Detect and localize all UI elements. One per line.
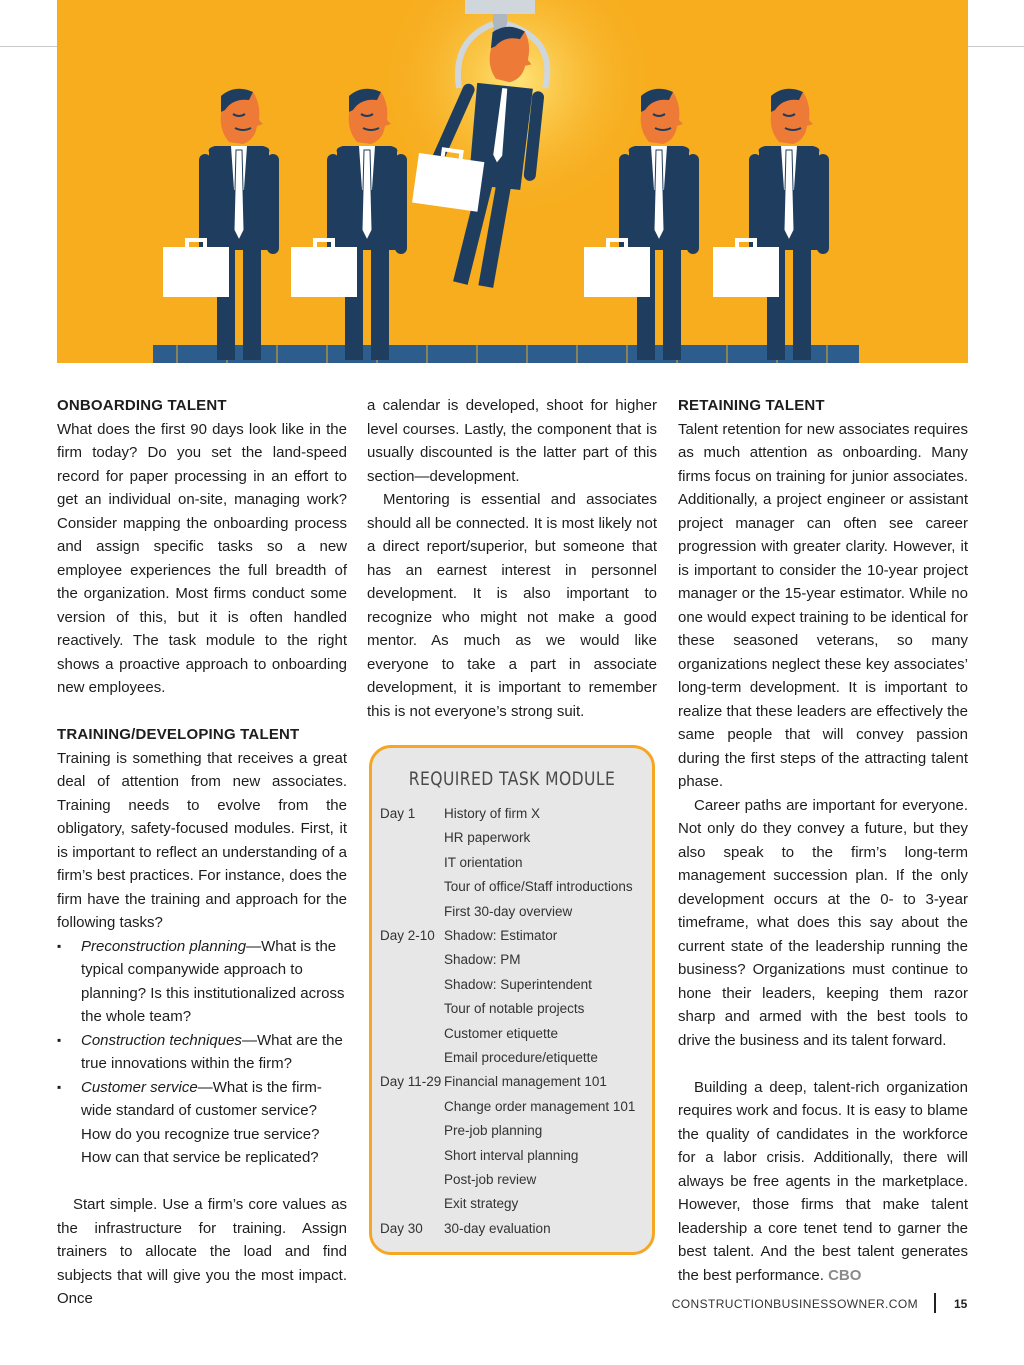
training-bullet-list [57,935,347,1170]
column-2 [367,394,657,723]
task-item: Exit strategy [444,1196,519,1212]
bullet-term: Preconstruction planning [81,937,247,955]
retaining-text: Talent retention for new associates requires as much attention as onboarding. Many firms focus on training for junior associates. Additionally, a project engineer or assistant project manager can often see career progression with greater clarity. However, it is important to consider the 10-year project manager or the 15-year estimator. While no one would expect training to be identical for these seasoned veterans, so many organizations neglect these key associates’ long-term development. It is important to realize that these leaders are effectively the same people that will convey passion during the first steps of the attracting talent phase. [678,420,968,790]
task-item: HR paperwork [444,830,531,846]
task-day: Day 1 [380,806,416,821]
task-item: Shadow: Superintendent [444,976,592,992]
retaining-heading: RETAINING TALENT [678,397,825,414]
column-3 [678,394,968,1287]
bullet-text: —What is the firm-wide standard of customer service? How do you recognize true service? How can that service be replicated? [81,1078,322,1166]
task-day: Day 30 [380,1220,423,1236]
task-item: Financial management 101 [444,1074,607,1090]
mentoring-text: Mentoring is essential and associates should all be connected. It is most likely not a direct report/superior, but someone that has an earnest interest in personnel development. It is also important to recognize who might not make a good mentor. As much as we would like everyone to take a part in associate development, it is important to remember this is not everyone’s strong suit. [367,491,657,720]
list-item [57,1029,347,1076]
bullet-text: —What are the true innovations within the firm? [81,1031,343,1072]
businessmen-claw-illustration [57,0,968,363]
development-text: a calendar is developed, shoot for higher level courses. Lastly, the component that is usually discounted is the latter part of this section—development. [367,397,657,485]
task-day: Day 2-10 [380,928,435,943]
required-task-module [369,745,655,1255]
training-closing: Start simple. Use a firm’s core values as the infrastructure for training. Assign trainers to allocate the load and find subjects that will give you the most impact. Once [57,1196,347,1307]
cbo-end-mark: CBO [828,1266,862,1284]
task-item: Email procedure/etiquette [444,1050,598,1065]
bullet-term: Customer service [81,1078,198,1096]
task-day: Day 11-29 [380,1074,442,1090]
bullet-text: —What is the typical companywide approach to planning? Is this institutionalized across the whole team? [81,937,345,1025]
task-item: Shadow: Estimator [444,928,558,943]
training-heading: TRAINING/DEVELOPING TALENT [57,726,300,743]
task-item: Pre-job planning [444,1123,543,1139]
task-item: IT orientation [444,854,523,870]
training-text: Training is something that receives a great deal of attention from new associates. Training needs to evolve from the obligatory, safety-focused modules. First, it is important to reflect an understanding of a firm’s best practices. For instance, does the firm have the training and approach for the following tasks? [57,749,347,931]
task-item: Change order management 101 [444,1098,636,1114]
task-item: 30-day evaluation [444,1220,551,1236]
column-1 [57,394,347,1311]
list-item [57,935,347,1029]
task-item: Tour of office/Staff introductions [444,879,633,895]
bullet-term: Construction techniques [81,1031,242,1049]
task-item: Post-job review [444,1172,537,1187]
task-item: Shadow: PM [444,952,521,968]
closing-body: Building a deep, talent-rich organization requires work and focus. It is easy to blame the quality of candidates in the workforce for a labor crisis. Additionally, there will always be free agents in the marketplace. However, those firms that make talent leadership a core tenet tend to garner the best talent. And the best talent generates the best performance. [678,1078,968,1284]
page-number: 15 [954,1297,968,1311]
top-rule-right [968,46,1024,47]
task-item: Tour of notable projects [444,1001,585,1017]
task-item: History of firm X [444,806,541,821]
closing-text [678,1076,968,1288]
task-item: First 30-day overview [444,903,573,919]
task-item: Short interval planning [444,1147,579,1163]
header-illustration [57,0,968,363]
list-item [57,1076,347,1170]
task-module-title: REQUIRED TASK MODULE [408,768,616,790]
onboarding-text: What does the first 90 days look like in the firm today? Do you set the land-speed record for paper processing in an effort to get an individual on-site, managing work? Consider mapping the onboarding process and assign specific tasks so a new employee experiences the full breadth of the organization. Most firms conduct some version of this, but it is often handled reactively. The task module to the right shows a proactive approach to onboarding new employees. [57,420,347,696]
onboarding-heading: ONBOARDING TALENT [57,397,227,414]
career-paths-text: Career paths are important for everyone. Not only do they convey a future, but they also speak to the firm’s long-term management succession plan. If the only development occurs at the 0- to 3-year timeframe, what does this say about the current state of the leadership running the business? Organizations must continue to hone their leaders, keeping them razor sharp and armed with the best tools to drive the business and its talent forward. [678,796,968,1049]
footer-website: CONSTRUCTIONBUSINESSOWNER.COM [671,1297,918,1311]
top-rule-left [0,46,57,47]
task-item: Customer etiquette [444,1025,559,1041]
footer-divider [934,1293,936,1313]
